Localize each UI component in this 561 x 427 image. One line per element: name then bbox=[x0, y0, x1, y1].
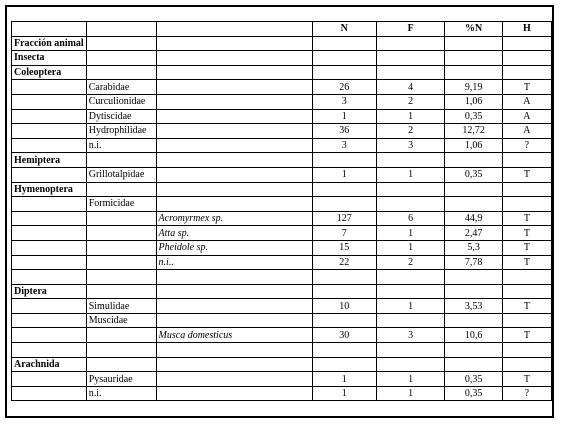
table-row bbox=[12, 80, 552, 95]
cell-family: Hydrophilidae bbox=[86, 124, 156, 139]
cell-group bbox=[12, 299, 87, 314]
cell-family bbox=[86, 255, 156, 270]
table-row bbox=[12, 226, 552, 241]
cell-family bbox=[86, 226, 156, 241]
cell-percent-n: 7,78 bbox=[445, 255, 502, 270]
cell-f bbox=[376, 182, 445, 197]
cell-family: Curculionidae bbox=[86, 94, 156, 109]
cell-percent-n: 10,6 bbox=[445, 328, 502, 343]
cell-family bbox=[86, 270, 156, 285]
cell-f: 4 bbox=[376, 80, 445, 95]
cell-h: ? bbox=[502, 386, 551, 401]
cell-h: T bbox=[502, 226, 551, 241]
cell-h bbox=[502, 51, 551, 66]
cell-family bbox=[86, 36, 156, 51]
cell-species bbox=[156, 313, 312, 328]
cell-family: Muscidae bbox=[86, 313, 156, 328]
table-row bbox=[12, 299, 552, 314]
cell-species bbox=[156, 124, 312, 139]
cell-n: 10 bbox=[312, 299, 376, 314]
cell-group bbox=[12, 94, 87, 109]
cell-n: 30 bbox=[312, 328, 376, 343]
table-row bbox=[12, 197, 552, 212]
cell-n: 26 bbox=[312, 80, 376, 95]
header-f: F bbox=[376, 22, 445, 37]
cell-f: 1 bbox=[376, 226, 445, 241]
cell-family bbox=[86, 240, 156, 255]
cell-family bbox=[86, 182, 156, 197]
cell-species bbox=[156, 343, 312, 358]
header-cell bbox=[12, 22, 87, 37]
table-row bbox=[12, 65, 552, 80]
cell-percent-n: 0,35 bbox=[445, 167, 502, 182]
cell-n: 7 bbox=[312, 226, 376, 241]
cell-group bbox=[12, 226, 87, 241]
cell-percent-n: 0,35 bbox=[445, 109, 502, 124]
data-table bbox=[11, 21, 552, 401]
header-row bbox=[12, 22, 552, 37]
cell-n bbox=[312, 65, 376, 80]
cell-species bbox=[156, 65, 312, 80]
cell-species bbox=[156, 36, 312, 51]
table-row bbox=[12, 153, 552, 168]
cell-n bbox=[312, 357, 376, 372]
cell-percent-n bbox=[445, 153, 502, 168]
cell-family bbox=[86, 51, 156, 66]
cell-h bbox=[502, 270, 551, 285]
cell-n: 36 bbox=[312, 124, 376, 139]
cell-n bbox=[312, 182, 376, 197]
header-cell bbox=[156, 22, 312, 37]
table-row bbox=[12, 255, 552, 270]
cell-h: T bbox=[502, 167, 551, 182]
cell-species bbox=[156, 372, 312, 387]
cell-group bbox=[12, 240, 87, 255]
cell-family bbox=[86, 211, 156, 226]
cell-n: 15 bbox=[312, 240, 376, 255]
cell-group bbox=[12, 124, 87, 139]
cell-f: 2 bbox=[376, 124, 445, 139]
cell-f bbox=[376, 284, 445, 299]
cell-h bbox=[502, 357, 551, 372]
cell-species bbox=[156, 270, 312, 285]
cell-h: T bbox=[502, 240, 551, 255]
cell-n bbox=[312, 284, 376, 299]
table-frame bbox=[5, 5, 554, 418]
table-row bbox=[12, 284, 552, 299]
cell-group: Diptera bbox=[12, 284, 87, 299]
cell-f: 2 bbox=[376, 255, 445, 270]
cell-species bbox=[156, 357, 312, 372]
table-row bbox=[12, 328, 552, 343]
cell-family bbox=[86, 357, 156, 372]
cell-f bbox=[376, 270, 445, 285]
cell-percent-n bbox=[445, 343, 502, 358]
cell-f bbox=[376, 357, 445, 372]
header-n: N bbox=[312, 22, 376, 37]
cell-species bbox=[156, 109, 312, 124]
table-row bbox=[12, 167, 552, 182]
cell-h bbox=[502, 197, 551, 212]
cell-h: A bbox=[502, 94, 551, 109]
cell-f: 1 bbox=[376, 167, 445, 182]
cell-percent-n bbox=[445, 313, 502, 328]
cell-group bbox=[12, 372, 87, 387]
cell-percent-n bbox=[445, 284, 502, 299]
cell-group: Arachnida bbox=[12, 357, 87, 372]
cell-h bbox=[502, 182, 551, 197]
cell-h: T bbox=[502, 211, 551, 226]
cell-n bbox=[312, 270, 376, 285]
cell-percent-n: 2,47 bbox=[445, 226, 502, 241]
cell-family bbox=[86, 328, 156, 343]
cell-h: A bbox=[502, 109, 551, 124]
cell-group: Insecta bbox=[12, 51, 87, 66]
cell-family: Carabidae bbox=[86, 80, 156, 95]
cell-n: 1 bbox=[312, 109, 376, 124]
cell-family: Formicidae bbox=[86, 197, 156, 212]
table-row bbox=[12, 51, 552, 66]
cell-h: T bbox=[502, 299, 551, 314]
cell-group bbox=[12, 80, 87, 95]
cell-h: T bbox=[502, 255, 551, 270]
cell-species bbox=[156, 182, 312, 197]
table-row bbox=[12, 109, 552, 124]
cell-percent-n: 1,06 bbox=[445, 138, 502, 153]
cell-n bbox=[312, 313, 376, 328]
cell-percent-n bbox=[445, 51, 502, 66]
cell-family bbox=[86, 343, 156, 358]
cell-f: 3 bbox=[376, 328, 445, 343]
cell-group bbox=[12, 138, 87, 153]
cell-species bbox=[156, 51, 312, 66]
table-row bbox=[12, 313, 552, 328]
cell-group bbox=[12, 255, 87, 270]
cell-family: n.i. bbox=[86, 138, 156, 153]
cell-h: ? bbox=[502, 138, 551, 153]
cell-group: Hymenoptera bbox=[12, 182, 87, 197]
cell-family: Simulidae bbox=[86, 299, 156, 314]
cell-f bbox=[376, 197, 445, 212]
table-row bbox=[12, 372, 552, 387]
table-row bbox=[12, 211, 552, 226]
cell-n: 1 bbox=[312, 372, 376, 387]
cell-group bbox=[12, 167, 87, 182]
cell-percent-n: 44,9 bbox=[445, 211, 502, 226]
cell-f bbox=[376, 51, 445, 66]
cell-family bbox=[86, 153, 156, 168]
cell-f: 1 bbox=[376, 386, 445, 401]
cell-f: 1 bbox=[376, 372, 445, 387]
table-row bbox=[12, 357, 552, 372]
cell-percent-n: 12,72 bbox=[445, 124, 502, 139]
cell-group: Hemiptera bbox=[12, 153, 87, 168]
table-row bbox=[12, 386, 552, 401]
cell-n: 3 bbox=[312, 94, 376, 109]
cell-h: A bbox=[502, 124, 551, 139]
cell-family: Grillotalpidae bbox=[86, 167, 156, 182]
cell-species bbox=[156, 138, 312, 153]
table-row bbox=[12, 124, 552, 139]
cell-h bbox=[502, 36, 551, 51]
header-h: H bbox=[502, 22, 551, 37]
cell-group bbox=[12, 211, 87, 226]
cell-h bbox=[502, 343, 551, 358]
cell-species bbox=[156, 386, 312, 401]
table-row bbox=[12, 182, 552, 197]
table-row bbox=[12, 36, 552, 51]
cell-family bbox=[86, 284, 156, 299]
cell-n bbox=[312, 197, 376, 212]
cell-percent-n: 1,06 bbox=[445, 94, 502, 109]
cell-h: T bbox=[502, 328, 551, 343]
table-row bbox=[12, 138, 552, 153]
cell-family: Dytiscidae bbox=[86, 109, 156, 124]
cell-n bbox=[312, 36, 376, 51]
table-row bbox=[12, 94, 552, 109]
cell-percent-n bbox=[445, 357, 502, 372]
cell-species: Pheidole sp. bbox=[156, 240, 312, 255]
cell-percent-n bbox=[445, 36, 502, 51]
cell-f: 1 bbox=[376, 299, 445, 314]
cell-group bbox=[12, 270, 87, 285]
cell-group bbox=[12, 313, 87, 328]
cell-percent-n bbox=[445, 65, 502, 80]
header-cell bbox=[86, 22, 156, 37]
cell-n bbox=[312, 343, 376, 358]
cell-f: 2 bbox=[376, 94, 445, 109]
cell-family: n.i. bbox=[86, 386, 156, 401]
cell-n: 22 bbox=[312, 255, 376, 270]
cell-percent-n bbox=[445, 182, 502, 197]
cell-h bbox=[502, 313, 551, 328]
cell-species: Acromyrmex sp. bbox=[156, 211, 312, 226]
cell-family: Pysauridae bbox=[86, 372, 156, 387]
cell-f: 3 bbox=[376, 138, 445, 153]
cell-f bbox=[376, 153, 445, 168]
cell-n: 127 bbox=[312, 211, 376, 226]
cell-h bbox=[502, 65, 551, 80]
cell-species bbox=[156, 94, 312, 109]
cell-n: 3 bbox=[312, 138, 376, 153]
cell-f bbox=[376, 36, 445, 51]
cell-species: Musca domesticus bbox=[156, 328, 312, 343]
cell-percent-n: 9,19 bbox=[445, 80, 502, 95]
cell-n bbox=[312, 51, 376, 66]
cell-species bbox=[156, 153, 312, 168]
cell-group bbox=[12, 343, 87, 358]
cell-h bbox=[502, 284, 551, 299]
cell-group: Coleoptera bbox=[12, 65, 87, 80]
cell-f: 6 bbox=[376, 211, 445, 226]
cell-species: n.i.. bbox=[156, 255, 312, 270]
header-percent-n: %N bbox=[445, 22, 502, 37]
cell-percent-n: 0,35 bbox=[445, 372, 502, 387]
cell-species bbox=[156, 284, 312, 299]
cell-n: 1 bbox=[312, 167, 376, 182]
cell-percent-n: 0,35 bbox=[445, 386, 502, 401]
cell-f bbox=[376, 343, 445, 358]
cell-group bbox=[12, 386, 87, 401]
cell-species bbox=[156, 299, 312, 314]
cell-species: Atta sp. bbox=[156, 226, 312, 241]
cell-h: T bbox=[502, 372, 551, 387]
cell-species bbox=[156, 197, 312, 212]
cell-f: 1 bbox=[376, 109, 445, 124]
table-row bbox=[12, 343, 552, 358]
cell-group bbox=[12, 197, 87, 212]
cell-f bbox=[376, 313, 445, 328]
cell-percent-n: 5,3 bbox=[445, 240, 502, 255]
cell-percent-n: 3,53 bbox=[445, 299, 502, 314]
cell-h bbox=[502, 153, 551, 168]
cell-f bbox=[376, 65, 445, 80]
cell-family bbox=[86, 65, 156, 80]
cell-percent-n bbox=[445, 197, 502, 212]
cell-species bbox=[156, 167, 312, 182]
cell-species bbox=[156, 80, 312, 95]
cell-percent-n bbox=[445, 270, 502, 285]
cell-n: 1 bbox=[312, 386, 376, 401]
table-row bbox=[12, 240, 552, 255]
cell-n bbox=[312, 153, 376, 168]
cell-group: Fracción animal bbox=[12, 36, 87, 51]
table-row bbox=[12, 270, 552, 285]
cell-group bbox=[12, 328, 87, 343]
cell-h: T bbox=[502, 80, 551, 95]
cell-group bbox=[12, 109, 87, 124]
cell-f: 1 bbox=[376, 240, 445, 255]
